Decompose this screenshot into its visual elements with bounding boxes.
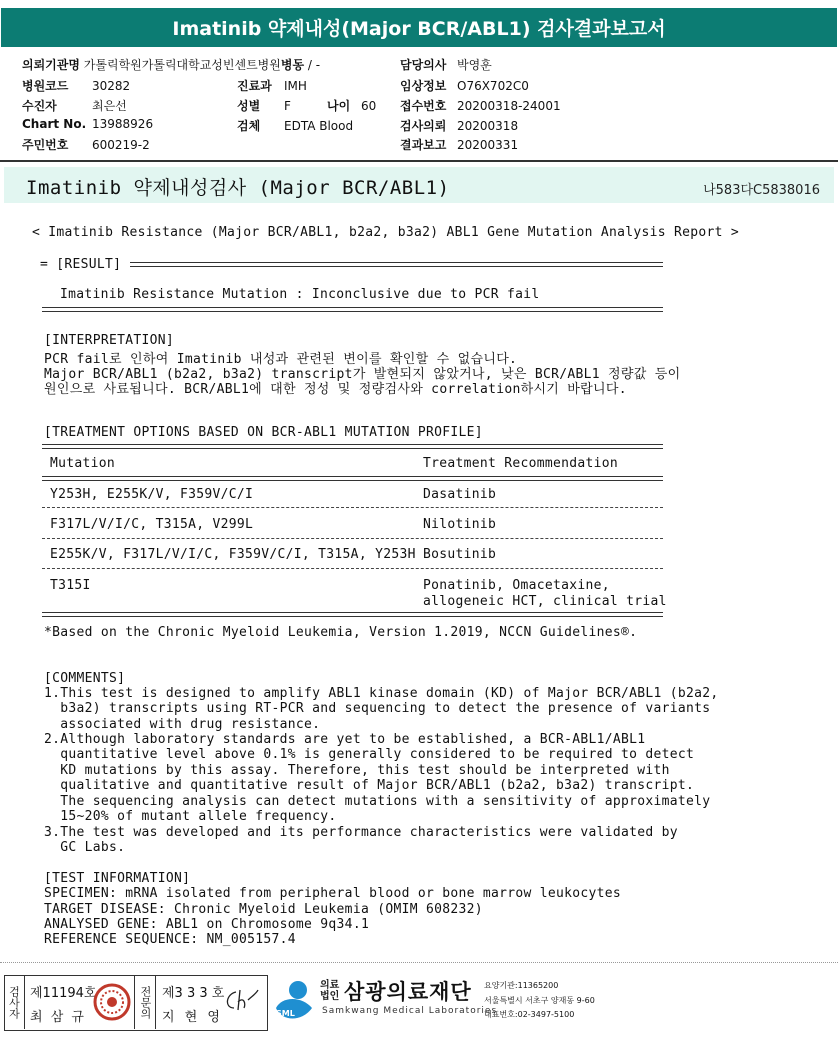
testinfo-line: ANALYSED GENE: ABL1 on Chromosome 9q34.1	[44, 917, 370, 932]
org-address: 서울특별시 서초구 양재동 9-60	[484, 996, 595, 1005]
testinfo-label: [TEST INFORMATION]	[44, 871, 191, 886]
chart-row: Chart No. 13988926	[22, 117, 154, 131]
report-date-row: 결과보고 20200331	[400, 138, 519, 152]
mutation-cell: F317L/V/I/C, T315A, V299L	[50, 517, 254, 532]
treatment-label: [TREATMENT OPTIONS BASED ON BCR-ABL1 MUTATION PROFILE]	[44, 425, 483, 440]
seal-stamp-icon	[92, 980, 132, 1024]
sml-logo-icon	[272, 978, 316, 1026]
examiner-name: 최 삼 규	[30, 1010, 86, 1025]
comments-label: [COMMENTS]	[44, 671, 126, 686]
clinical-row: 임상정보 O76X702C0	[400, 79, 529, 93]
org-type: 의료법인	[320, 980, 340, 1002]
header-divider	[0, 160, 838, 162]
divider	[42, 476, 663, 481]
sex-row: 성별 F	[237, 99, 291, 113]
signature-icon	[222, 986, 262, 1016]
org-phone: 대표번호:02-3497-5100	[484, 1010, 575, 1019]
treatment-cell: Bosutinib	[423, 547, 497, 562]
report-title: Imatinib 약제내성(Major BCR/ABL1) 검사결과보고서	[1, 8, 837, 47]
examiner-label: 검사자	[4, 975, 25, 1029]
sml-abbr: SML	[276, 1009, 295, 1018]
test-title: Imatinib 약제내성검사 (Major BCR/ABL1)	[26, 177, 450, 199]
org-name: 삼광의료재단	[344, 980, 472, 1004]
result-label: = [RESULT]	[40, 257, 130, 272]
footnote: *Based on the Chronic Myeloid Leukemia, Version 1.2019, NCCN Guidelines®.	[44, 625, 638, 640]
comment-line: b3a2) transcripts using RT-PCR and sequencing to detect the presence of variants	[44, 701, 711, 716]
row-divider	[42, 507, 663, 508]
doctor-row: 담당의사 박영훈	[400, 58, 492, 72]
treatment-cell: Nilotinib	[423, 517, 497, 532]
mutation-cell: Y253H, E255K/V, F359V/C/I	[50, 487, 254, 502]
mutation-cell: E255K/V, F317L/V/I/C, F359V/C/I, T315A, Y253H	[50, 547, 416, 562]
test-subheader	[4, 167, 834, 203]
column-mutation: Mutation	[50, 456, 116, 471]
dept-row: 진료과 IMH	[237, 79, 307, 93]
specialist-name: 지 현 영	[162, 1010, 223, 1025]
patient-row: 수진자 최은선	[22, 99, 127, 113]
specimen-row: 검체 EDTA Blood	[237, 119, 354, 133]
request-row: 검사의뢰 20200318	[400, 119, 519, 133]
comment-line: The sequencing analysis can detect mutations with a sensitivity of approximately	[44, 794, 711, 809]
test-code: 나583다C5838016	[703, 183, 820, 198]
interpretation-line: Major BCR/ABL1 (b2a2, b3a2) transcript가 발현되지 않았거나, 낮은 BCR/ABL1 정량값 등이	[44, 367, 681, 382]
institution-row: 의뢰기관명 가톨릭학원가톨릭대학교성빈센트병원병동 / -	[22, 58, 321, 72]
comment-line: 1.This test is designed to amplify ABL1 kinase domain (KD) of Major BCR/ABL1 (b2a2,	[44, 686, 719, 701]
row-divider	[42, 538, 663, 539]
specialist-number: 제3 3 3 호	[162, 986, 225, 1001]
testinfo-line: SPECIMEN: mRNA isolated from peripheral blood or bone marrow leukocytes	[44, 886, 621, 901]
interpretation-label: [INTERPRETATION]	[44, 333, 175, 348]
footer-divider	[0, 962, 838, 963]
rrn-row: 주민번호 600219-2	[22, 138, 150, 152]
result-line: Imatinib Resistance Mutation : Inconclusive due to PCR fail	[60, 287, 540, 302]
examiner-number: 제11194호	[30, 986, 97, 1001]
specialist-label: 전문의	[134, 975, 156, 1029]
testinfo-line: TARGET DISEASE: Chronic Myeloid Leukemia (OMIM 608232)	[44, 902, 483, 917]
mutation-cell: T315I	[50, 578, 91, 593]
org-english: Samkwang Medical Laboratories	[322, 1006, 498, 1016]
treatment-cell-line2: allogeneic HCT, clinical trial	[423, 594, 667, 609]
comment-line: 3.The test was developed and its performance characteristics were validated by	[44, 825, 678, 840]
column-treatment: Treatment Recommendation	[423, 456, 619, 471]
comment-line: 2.Although laboratory standards are yet to be established, a BCR-ABL1/ABL1	[44, 732, 646, 747]
treatment-cell: Ponatinib, Omacetaxine,	[423, 578, 610, 593]
comment-line: qualitative and quantitative result of Major BCR/ABL1 (b2a2, b3a2) transcript.	[44, 778, 695, 793]
comment-line: KD mutations by this assay. Therefore, this test should be interpreted with	[44, 763, 670, 778]
testinfo-line: REFERENCE SEQUENCE: NM_005157.4	[44, 932, 296, 947]
comment-line: quantitative level above 0.1% is generally considered to be required to detect	[44, 747, 695, 762]
hospital-code-row: 병원코드 30282	[22, 79, 131, 93]
comment-line: GC Labs.	[44, 840, 126, 855]
receipt-row: 접수번호 20200318-24001	[400, 99, 561, 113]
report-heading: < Imatinib Resistance (Major BCR/ABL1, b2a2, b3a2) ABL1 Gene Mutation Analysis Report >	[32, 225, 740, 240]
age-row: 나이 60	[327, 99, 377, 113]
divider	[42, 612, 663, 617]
divider	[42, 307, 663, 312]
row-divider	[42, 568, 663, 569]
org-code: 요양기관:11365200	[484, 981, 559, 990]
divider	[42, 444, 663, 449]
divider	[130, 262, 663, 267]
comment-line: associated with drug resistance.	[44, 717, 321, 732]
treatment-cell: Dasatinib	[423, 487, 497, 502]
interpretation-line: 원인으로 사료됩니다. BCR/ABL1에 대한 정성 및 정량검사와 correlation하시기 바랍니다.	[44, 382, 627, 397]
comment-line: 15~20% of mutant allele frequency.	[44, 809, 337, 824]
interpretation-line: PCR fail로 인하여 Imatinib 내성과 관련된 변이를 확인할 수 없습니다.	[44, 352, 518, 367]
